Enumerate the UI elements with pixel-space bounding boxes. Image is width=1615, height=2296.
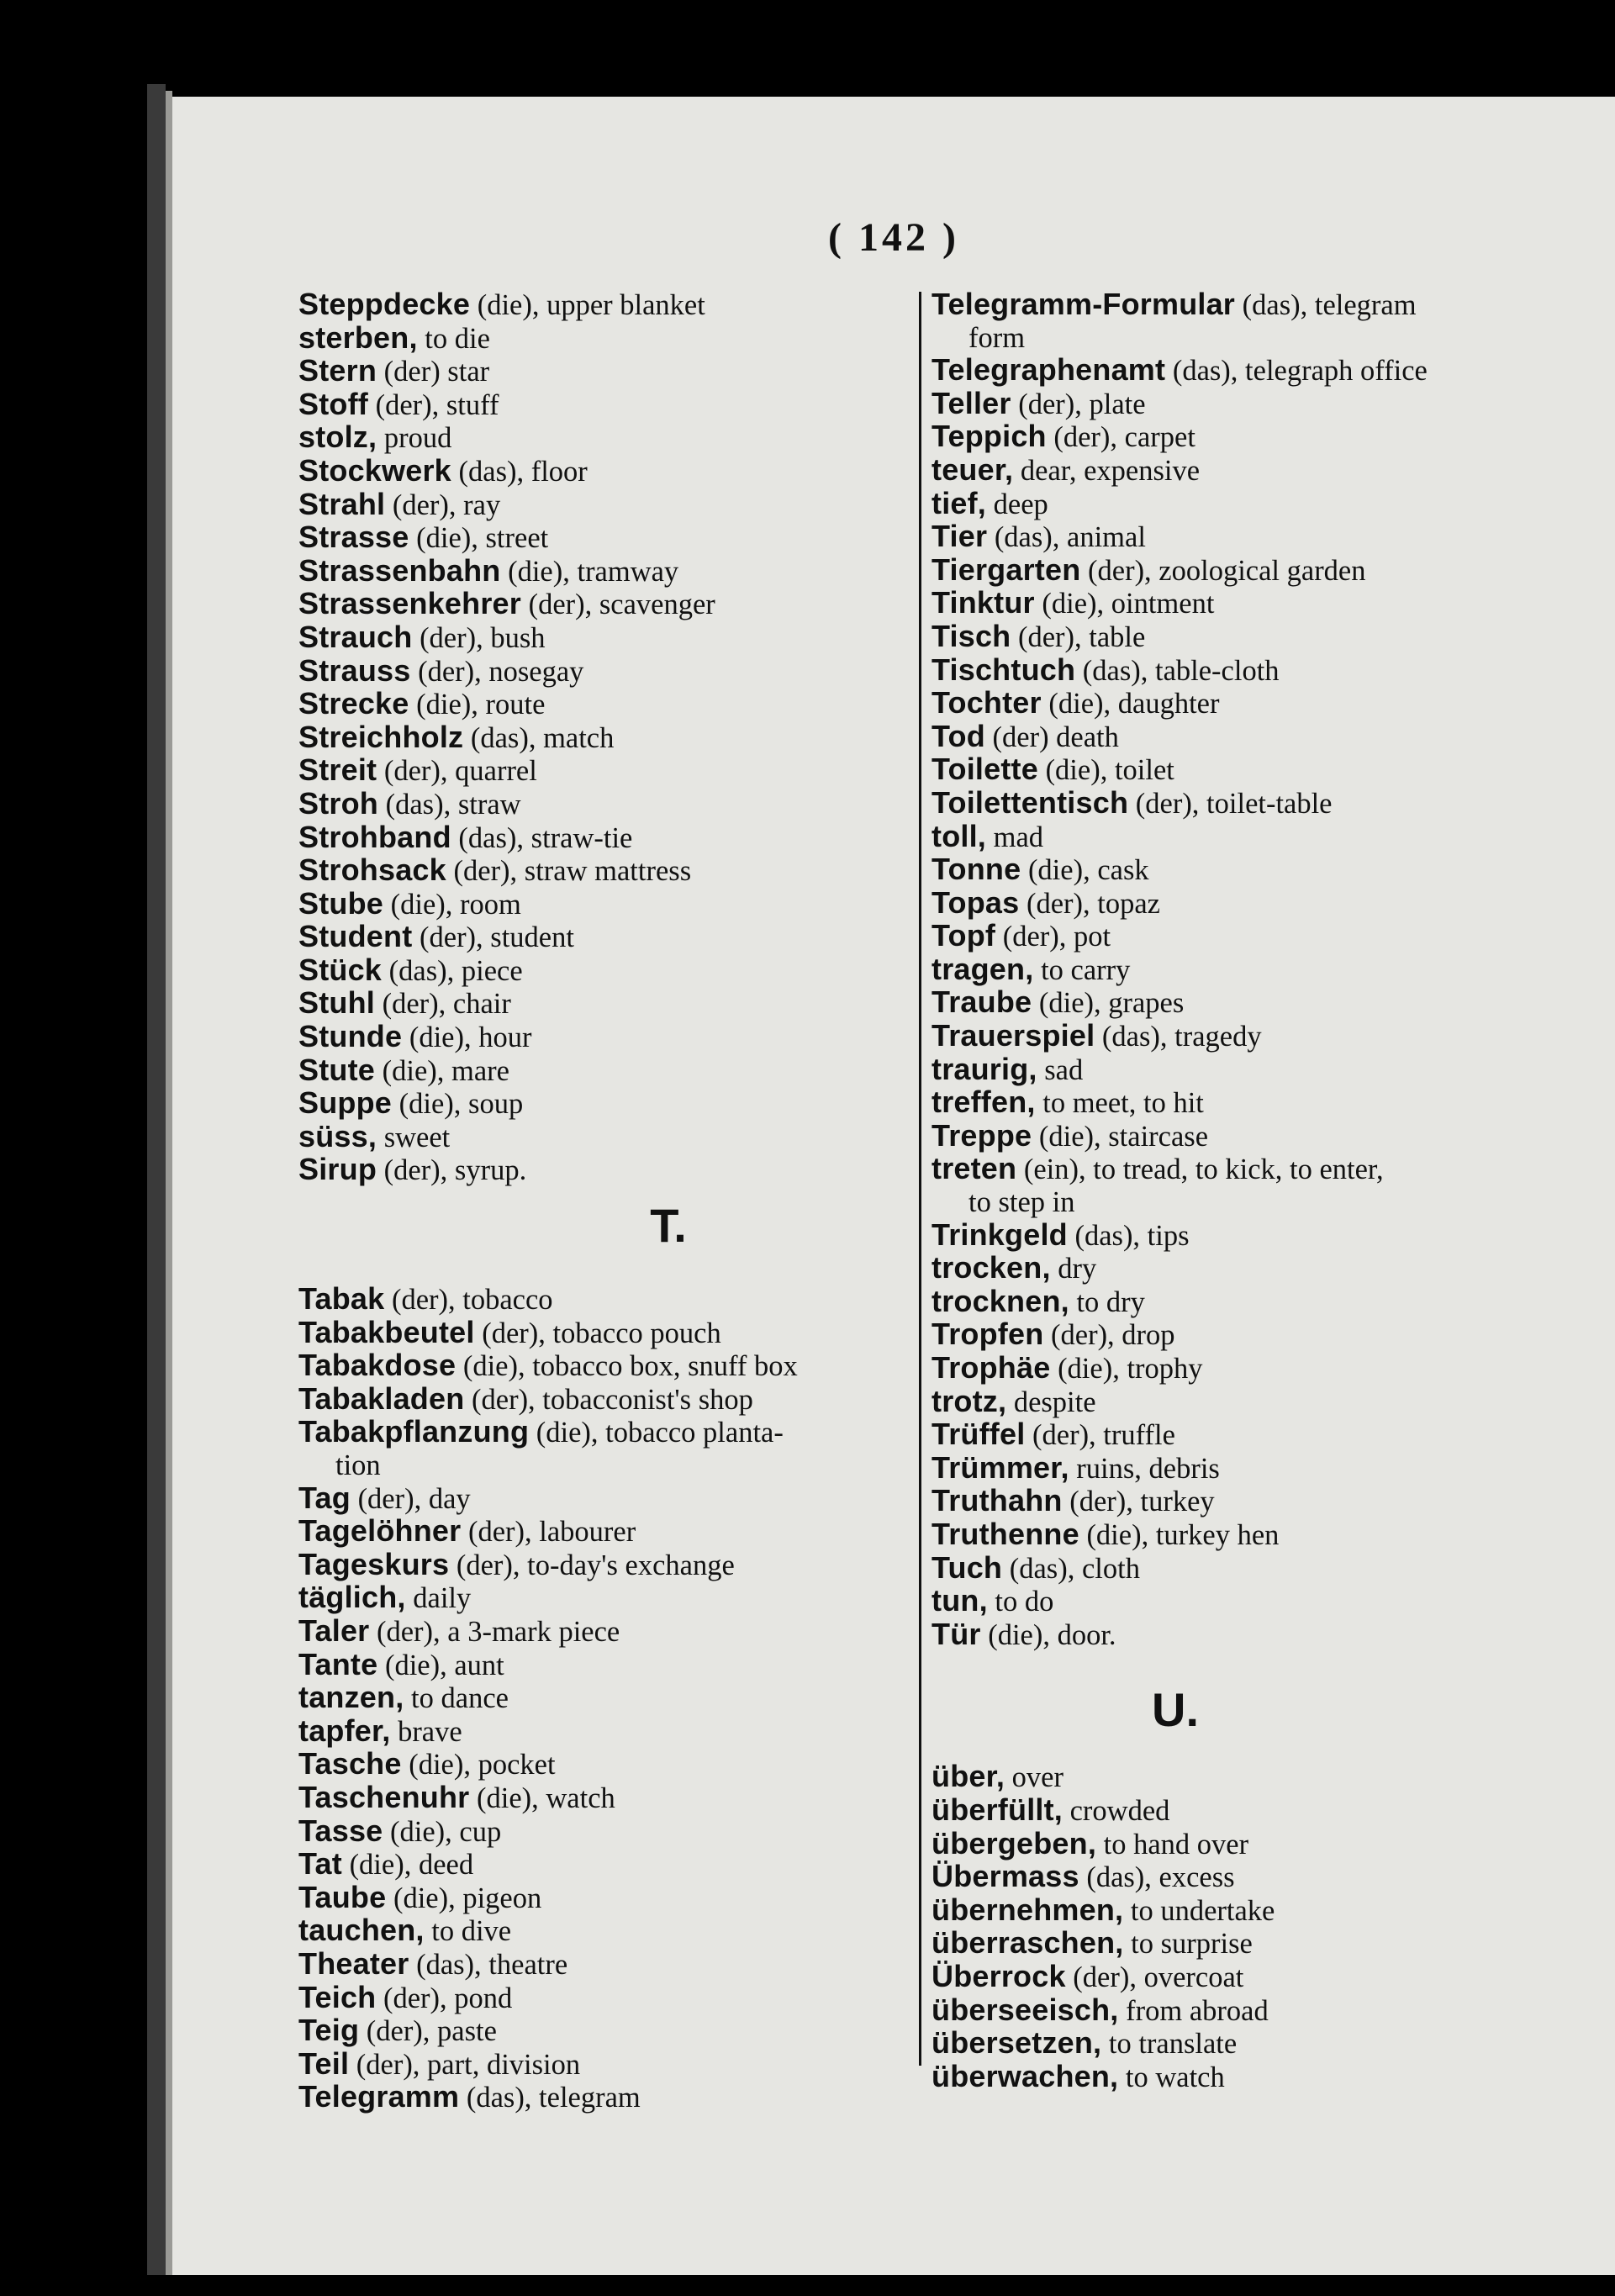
entry-gloss: (der), table xyxy=(1011,620,1146,653)
dictionary-entry xyxy=(932,1086,1604,1120)
entry-headword: treffen, xyxy=(932,1085,1036,1120)
entry-headword: tapfer, xyxy=(298,1713,391,1748)
entry-headword: Toilette xyxy=(932,752,1038,787)
entry-continuation: tion xyxy=(335,1449,381,1481)
entry-gloss: (der), part, division xyxy=(349,2048,581,2081)
entry-headword: Teller xyxy=(932,385,1011,420)
entry-headword: teuer, xyxy=(932,451,1014,487)
entry-headword: Tinktur xyxy=(932,585,1035,620)
entry-gloss: (die), staircase xyxy=(1032,1120,1209,1153)
entry-gloss: to translate xyxy=(1101,2028,1238,2061)
entry-headword: stolz, xyxy=(298,420,377,455)
entry-headword: Treppe xyxy=(932,1117,1032,1153)
dictionary-entry xyxy=(932,1020,1604,1053)
entry-gloss: (die), turkey hen xyxy=(1079,1518,1280,1551)
entry-gloss: (die), deed xyxy=(341,1849,474,1882)
dictionary-entry xyxy=(932,784,1604,821)
entry-gloss: (die), trophy xyxy=(1050,1353,1203,1385)
entry-gloss: (die), pigeon xyxy=(386,1882,542,1914)
entry-headword: überfüllt, xyxy=(932,1792,1063,1827)
dictionary-entry xyxy=(932,620,1604,654)
dictionary-entry xyxy=(932,720,1604,754)
entry-gloss: (das), straw xyxy=(378,788,521,821)
entry-headword: Tochter xyxy=(932,685,1042,720)
entry-headword: Trümmer, xyxy=(932,1449,1069,1485)
entry-headword: Stube xyxy=(298,885,384,921)
entry-gloss: ruins, debris xyxy=(1069,1452,1220,1485)
entry-gloss: (die), cup xyxy=(383,1815,502,1848)
entry-gloss: (die), tramway xyxy=(500,555,679,588)
entry-headword: Trauerspiel xyxy=(932,1018,1095,1053)
entry-headword: überraschen, xyxy=(932,1925,1124,1961)
entry-headword: tragen, xyxy=(932,951,1034,986)
entry-gloss: mad xyxy=(985,821,1044,853)
entry-headword: Trinkgeld xyxy=(932,1217,1068,1252)
entry-gloss: (das), floor xyxy=(451,455,588,488)
entry-gloss: to dance xyxy=(404,1682,509,1715)
entry-headword: Steppdecke xyxy=(298,287,471,321)
dictionary-entry xyxy=(932,485,1604,521)
entry-headword: Taschenuhr xyxy=(298,1779,470,1814)
entry-headword: Tier xyxy=(932,519,988,554)
entry-headword: Überrock xyxy=(932,1958,1066,1993)
entry-gloss: (die), grapes xyxy=(1032,987,1185,1020)
dictionary-entry xyxy=(932,1825,1604,1861)
dictionary-entry xyxy=(932,1861,1604,1894)
entry-gloss: to watch xyxy=(1118,2061,1225,2093)
right-column xyxy=(932,288,1604,2093)
entry-gloss: (die), mare xyxy=(375,1054,509,1087)
entry-list-t-continued xyxy=(932,288,1604,1651)
entry-gloss: proud xyxy=(377,422,452,455)
entry-headword: Student xyxy=(298,919,413,954)
entry-headword: Strassenkehrer xyxy=(298,586,521,621)
entry-gloss: deep xyxy=(986,488,1048,520)
dictionary-entry xyxy=(932,687,1604,720)
entry-headword: Stute xyxy=(298,1052,375,1087)
entry-headword: Tag xyxy=(298,1480,351,1515)
dictionary-entry xyxy=(932,1318,1604,1352)
entry-gloss: (der), day xyxy=(350,1482,471,1515)
dictionary-entry xyxy=(932,354,1604,388)
entry-gloss: (der), scavenger xyxy=(520,589,715,621)
entry-gloss: (das), tips xyxy=(1067,1219,1190,1252)
dictionary-entry xyxy=(932,1894,1604,1928)
dictionary-entry xyxy=(932,322,1604,355)
dictionary-entry xyxy=(932,818,1604,854)
entry-gloss: (die), tobacco planta- xyxy=(529,1417,784,1449)
entry-headword: Tabak xyxy=(298,1281,385,1317)
dictionary-entry xyxy=(932,554,1604,588)
entry-gloss: (der), stuff xyxy=(367,388,499,421)
dictionary-entry xyxy=(932,1252,1604,1285)
entry-gloss: (das), telegraph office xyxy=(1165,355,1428,388)
entry-gloss: daily xyxy=(405,1582,472,1615)
entry-headword: Tasse xyxy=(298,1813,383,1848)
entry-headword: Streichholz xyxy=(298,719,464,754)
entry-gloss: (der), syrup. xyxy=(377,1154,527,1187)
dictionary-entry xyxy=(932,986,1604,1020)
entry-continuation: form xyxy=(968,321,1026,354)
dictionary-entry xyxy=(932,1219,1604,1253)
entry-headword: Tisch xyxy=(932,618,1011,653)
entry-gloss: sweet xyxy=(377,1121,451,1153)
entry-headword: Telegramm-Formular xyxy=(932,287,1236,321)
entry-gloss: (die), hour xyxy=(402,1021,532,1054)
entry-gloss: (der), pot xyxy=(995,921,1111,953)
entry-gloss: to do xyxy=(987,1586,1054,1618)
entry-headword: Stockwerk xyxy=(298,452,451,488)
entry-headword: Truthahn xyxy=(932,1483,1063,1518)
entry-headword: trocken, xyxy=(932,1250,1051,1285)
entry-headword: Strauch xyxy=(298,619,413,654)
entry-headword: übersetzen, xyxy=(932,2025,1102,2061)
entry-headword: Tageskurs xyxy=(298,1546,450,1581)
entry-gloss: (der), a 3-mark piece xyxy=(369,1615,620,1648)
entry-headword: Teppich xyxy=(932,419,1047,454)
dictionary-entry xyxy=(932,1585,1604,1618)
entry-headword: Tuch xyxy=(932,1549,1003,1585)
entry-gloss: over xyxy=(1005,1761,1063,1794)
entry-headword: Truthenne xyxy=(932,1516,1079,1551)
entry-gloss: (die), tobacco box, snuff box xyxy=(456,1350,798,1383)
dictionary-entry xyxy=(932,884,1604,921)
entry-headword: Taler xyxy=(298,1612,370,1648)
entry-gloss: despite xyxy=(1006,1386,1096,1418)
dictionary-entry xyxy=(932,420,1604,454)
entry-headword: Teich xyxy=(298,1979,377,2014)
entry-gloss: (der), toilet-table xyxy=(1128,787,1333,820)
entry-headword: Traube xyxy=(932,984,1032,1020)
entry-headword: Stern xyxy=(298,353,377,388)
entry-headword: über, xyxy=(932,1759,1005,1794)
entry-gloss: (der), pond xyxy=(376,1982,513,2014)
entry-headword: Strahl xyxy=(298,486,386,521)
entry-headword: Strauss xyxy=(298,652,411,688)
dictionary-entry xyxy=(932,853,1604,887)
entry-headword: Tabakdose xyxy=(298,1348,457,1383)
entry-headword: übernehmen, xyxy=(932,1892,1124,1927)
page-shadow-edge xyxy=(147,84,166,2275)
entry-gloss: (der), student xyxy=(412,921,574,954)
dictionary-entry xyxy=(932,1449,1604,1486)
dictionary-entry xyxy=(932,753,1604,787)
entry-gloss: (das), straw-tie xyxy=(451,821,633,854)
entry-gloss: (der), bush xyxy=(412,621,546,654)
entry-gloss: (das), tragedy xyxy=(1095,1021,1262,1053)
entry-gloss: (der) star xyxy=(377,356,490,388)
entry-headword: Taube xyxy=(298,1879,387,1914)
entry-headword: Tropfen xyxy=(932,1317,1044,1352)
entry-headword: Tür xyxy=(932,1616,981,1651)
entry-headword: Stuhl xyxy=(298,985,375,1021)
entry-gloss: (der), truffle xyxy=(1025,1419,1175,1452)
entry-headword: Topf xyxy=(932,918,996,953)
entry-gloss: (die), ointment xyxy=(1034,588,1215,620)
entry-list-u xyxy=(932,1760,1604,2093)
entry-gloss: sad xyxy=(1037,1053,1084,1086)
entry-headword: übergeben, xyxy=(932,1825,1097,1861)
entry-gloss: dry xyxy=(1050,1253,1097,1285)
dictionary-entry xyxy=(932,1618,1604,1652)
entry-headword: tauchen, xyxy=(298,1913,425,1948)
entry-gloss: (die), room xyxy=(383,888,521,921)
entry-gloss: (der), tobacconist's shop xyxy=(464,1383,753,1416)
entry-headword: überwachen, xyxy=(932,2058,1119,2093)
entry-headword: Strasse xyxy=(298,520,409,555)
entry-headword: tanzen, xyxy=(298,1680,404,1715)
dictionary-entry xyxy=(932,1418,1604,1452)
dictionary-entry xyxy=(932,587,1604,620)
entry-gloss: (der), carpet xyxy=(1046,421,1195,454)
dictionary-entry xyxy=(932,1549,1604,1586)
entry-headword: Stoff xyxy=(298,386,368,421)
entry-gloss: (die), daughter xyxy=(1041,688,1220,720)
entry-headword: Theater xyxy=(298,1945,409,1981)
entry-gloss: (das), telegram xyxy=(1235,289,1417,321)
dictionary-page xyxy=(172,97,1615,2275)
entry-gloss: (ein), to tread, to kick, to enter, xyxy=(1016,1153,1384,1186)
entry-headword: täglich, xyxy=(298,1580,406,1615)
entry-headword: tun, xyxy=(932,1583,988,1618)
entry-gloss: (der), to-day's exchange xyxy=(449,1549,735,1581)
dictionary-entry xyxy=(932,920,1604,953)
entry-gloss: to undertake xyxy=(1123,1894,1275,1927)
entry-headword: Stunde xyxy=(298,1019,403,1054)
entry-headword: Tabakladen xyxy=(298,1380,465,1416)
dictionary-entry xyxy=(932,1485,1604,1518)
entry-headword: süss, xyxy=(298,1118,377,1153)
entry-headword: Suppe xyxy=(298,1085,393,1121)
entry-gloss: (der), labourer xyxy=(461,1516,636,1549)
dictionary-entry xyxy=(932,1153,1604,1186)
dictionary-entry xyxy=(932,2058,1604,2094)
entry-gloss: (der), tobacco pouch xyxy=(474,1317,721,1349)
dictionary-entry xyxy=(932,1117,1604,1153)
entry-headword: Übermass xyxy=(932,1859,1079,1894)
entry-gloss: from abroad xyxy=(1118,1994,1269,2027)
entry-continuation: to step in xyxy=(968,1186,1075,1219)
entry-gloss: (die), street xyxy=(409,522,549,555)
entry-gloss: (der), overcoat xyxy=(1065,1961,1244,1993)
dictionary-entry xyxy=(932,1958,1604,1994)
entry-gloss: (das), telegram xyxy=(459,2082,641,2114)
entry-gloss: (der), chair xyxy=(374,988,511,1021)
entry-gloss: to surprise xyxy=(1123,1928,1253,1961)
entry-headword: Tiergarten xyxy=(932,552,1081,587)
entry-gloss: to meet, to hit xyxy=(1035,1087,1204,1120)
entry-headword: Tante xyxy=(298,1646,378,1681)
page-number: ( 142 ) xyxy=(828,215,959,260)
section-letter-t: T. xyxy=(650,1199,687,1253)
entry-headword: Telegramm xyxy=(298,2079,460,2114)
dictionary-entry xyxy=(932,1927,1604,1961)
entry-headword: Tischtuch xyxy=(932,652,1076,687)
entry-headword: Strecke xyxy=(298,686,409,721)
entry-gloss: to hand over xyxy=(1096,1828,1249,1861)
dictionary-entry xyxy=(932,451,1604,488)
entry-gloss: (der), quarrel xyxy=(377,755,537,788)
dictionary-entry xyxy=(932,1186,1604,1219)
entry-gloss: (die), toilet xyxy=(1037,754,1174,787)
dictionary-entry xyxy=(932,1794,1604,1828)
entry-headword: sterben, xyxy=(298,319,418,355)
entry-gloss: brave xyxy=(390,1715,462,1748)
entry-gloss: (der), ray xyxy=(385,488,501,521)
dictionary-entry xyxy=(932,1053,1604,1087)
entry-headword: Tod xyxy=(932,718,985,753)
entry-headword: Trophäe xyxy=(932,1350,1051,1385)
entry-headword: überseeisch, xyxy=(932,1992,1119,2027)
entry-gloss: (die), upper blanket xyxy=(470,289,705,321)
entry-gloss: to dry xyxy=(1069,1285,1145,1318)
entry-headword: Trüffel xyxy=(932,1417,1026,1452)
entry-gloss: (der), tobacco xyxy=(384,1284,553,1317)
dictionary-entry xyxy=(932,2027,1604,2061)
entry-gloss: (das), theatre xyxy=(409,1948,568,1981)
entry-gloss: (das), excess xyxy=(1079,1861,1235,1894)
entry-headword: Telegraphenamt xyxy=(932,352,1166,388)
dictionary-entry xyxy=(932,385,1604,421)
entry-gloss: (der), paste xyxy=(359,2015,497,2048)
entry-gloss: (das), animal xyxy=(987,521,1146,554)
dictionary-entry xyxy=(932,953,1604,987)
dictionary-entry xyxy=(932,1383,1604,1419)
dictionary-entry xyxy=(932,1994,1604,2028)
entry-headword: Strohband xyxy=(298,819,451,854)
entry-headword: trocknen, xyxy=(932,1283,1069,1318)
entry-headword: Sirup xyxy=(298,1152,377,1187)
entry-headword: Tasche xyxy=(298,1746,402,1781)
entry-headword: Tabakpflanzung xyxy=(298,1414,530,1449)
entry-gloss: crowded xyxy=(1062,1794,1170,1827)
entry-gloss: (der), nosegay xyxy=(410,655,584,688)
entry-gloss: (die), aunt xyxy=(377,1649,504,1681)
entry-gloss: (die), pocket xyxy=(401,1749,556,1781)
entry-gloss: (die), soup xyxy=(392,1088,524,1121)
entry-headword: Stroh xyxy=(298,785,378,821)
entry-gloss: (der), straw mattress xyxy=(446,855,692,888)
entry-headword: toll, xyxy=(932,818,986,853)
entry-headword: Tabakbeutel xyxy=(298,1314,475,1349)
entry-headword: trotz, xyxy=(932,1383,1007,1418)
entry-headword: Toilettentisch xyxy=(932,784,1129,820)
entry-gloss: (die), cask xyxy=(1021,854,1149,887)
entry-gloss: (der), plate xyxy=(1011,388,1146,420)
entry-gloss: (das), cloth xyxy=(1002,1552,1140,1585)
entry-gloss: (der), turkey xyxy=(1062,1486,1215,1518)
dictionary-entry xyxy=(932,520,1604,554)
entry-gloss: (die), door. xyxy=(980,1618,1116,1651)
entry-gloss: (das), table-cloth xyxy=(1075,654,1280,687)
entry-headword: tief, xyxy=(932,485,987,520)
entry-headword: Stück xyxy=(298,952,383,987)
entry-headword: traurig, xyxy=(932,1051,1037,1086)
entry-gloss: dear, expensive xyxy=(1013,454,1201,487)
entry-gloss: to die xyxy=(417,322,490,355)
entry-gloss: (der) death xyxy=(984,720,1119,753)
page-binding-edge xyxy=(166,91,172,2275)
entry-headword: Tagelöhner xyxy=(298,1513,462,1549)
entry-headword: Strohsack xyxy=(298,852,446,888)
entry-headword: Teig xyxy=(298,2013,360,2048)
entry-gloss: (das), match xyxy=(463,721,615,754)
entry-gloss: (der), zoological garden xyxy=(1080,554,1366,587)
entry-gloss: (das), piece xyxy=(382,954,523,987)
entry-headword: Strassenbahn xyxy=(298,552,501,588)
dictionary-entry xyxy=(932,1760,1604,1794)
entry-gloss: to dive xyxy=(424,1915,512,1948)
dictionary-entry xyxy=(932,1518,1604,1552)
entry-headword: Tat xyxy=(298,1846,342,1882)
entry-headword: Tonne xyxy=(932,852,1021,887)
entry-headword: Streit xyxy=(298,752,377,788)
entry-gloss: (der), drop xyxy=(1043,1319,1175,1352)
entry-headword: Teil xyxy=(298,2045,350,2081)
dictionary-entry xyxy=(932,288,1604,322)
dictionary-entry xyxy=(932,1352,1604,1386)
dictionary-entry xyxy=(932,1285,1604,1319)
entry-headword: treten xyxy=(932,1151,1017,1186)
section-letter-u: U. xyxy=(1152,1683,1199,1737)
entry-headword: Topas xyxy=(932,884,1020,920)
entry-gloss: (der), topaz xyxy=(1019,887,1160,920)
entry-gloss: (die), route xyxy=(409,689,546,721)
dictionary-entry xyxy=(932,654,1604,688)
entry-gloss: to carry xyxy=(1033,953,1131,986)
entry-gloss: (die), watch xyxy=(469,1781,615,1814)
